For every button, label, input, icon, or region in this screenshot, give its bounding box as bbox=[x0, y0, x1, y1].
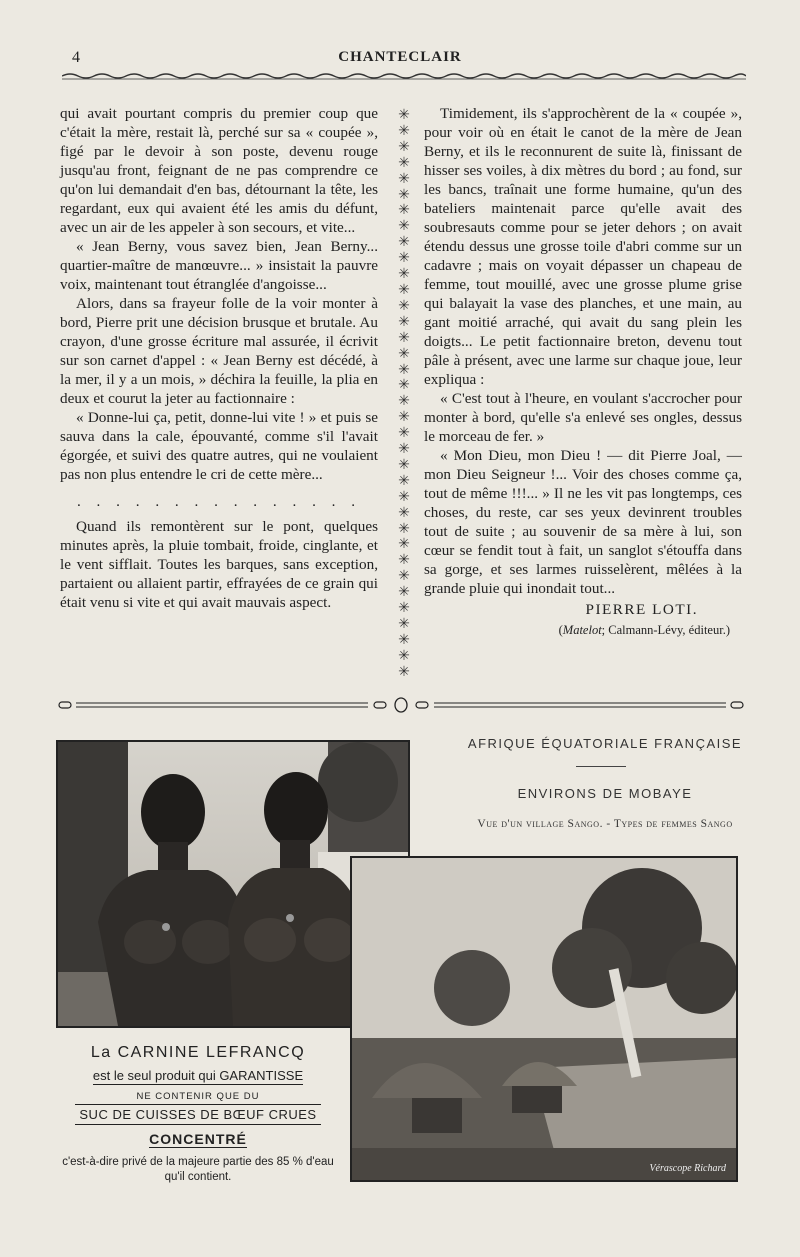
source-citation: (Matelot; Calmann-Lévy, éditeur.) bbox=[558, 623, 730, 637]
paragraph: Quand ils remontèrent sur le pont, quelques minutes après, la pluie tombait, froide, cinglante, et le vent sifflait. Toutes les barques, sans exception, partaient ou allaient partir, effrayées de ce grain qui était venu si vite et qui avait mauvais aspect. bbox=[60, 518, 378, 611]
author-signature: PIERRE LOTI. bbox=[585, 601, 698, 618]
photo-place-caption: ENVIRONS DE MOBAYE bbox=[517, 786, 693, 801]
paragraph: « Jean Berny, vous savez bien, Jean Berny... quartier-maître de manœuvre... » insistait la pauvre voix, maintenant tout étranglée d'angoisse... bbox=[60, 238, 378, 293]
photo-description-caption: Vue d'un village Sango. - Types de femmes Sango bbox=[477, 818, 733, 830]
ad-detail: c'est-à-dire privé de la majeure partie des 85 % d'eau qu'il contient. bbox=[62, 1156, 334, 1183]
photo-credit: Vérascope Richard bbox=[649, 1163, 726, 1174]
paragraph: qui avait pourtant compris du premier coup que c'était la mère, restait là, perché sur sa « coupée », figé par le devoir à son poste, devenu rouge jusqu'au front, feignant de ne pas comprendre ce qu'on lui demandait d'en bas, détournant la tête, les regardant, eux qui avaient été les amis du défunt, avec un air de les appeler à son secours, et vite... bbox=[60, 105, 378, 236]
photo-sango-village bbox=[350, 856, 738, 1182]
header-ornamental-rule bbox=[62, 72, 746, 80]
column-divider-ornament: ✳ ✳ ✳ ✳ ✳ ✳ ✳ ✳ ✳ ✳ ✳ ✳ ✳ ✳ ✳ ✳ ✳ ✳ ✳ ✳ ✳ ✳ ✳ ✳ ✳ ✳ ✳ ✳ ✳ ✳ ✳ ✳ ✳ ✳ ✳ ✳ bbox=[398, 108, 410, 680]
ad-concentre: CONCENTRÉ bbox=[149, 1131, 247, 1147]
ad-headline: La CARNINE LEFRANCQ bbox=[90, 1044, 306, 1061]
source-title: Matelot bbox=[562, 623, 602, 637]
paragraph: « C'est tout à l'heure, en voulant s'accrocher pour monter à bord, qu'elle s'a enlevé ses ongles, dessus le morceau de fer. » bbox=[424, 390, 742, 445]
page-number: 4 bbox=[72, 49, 80, 66]
journal-title: CHANTECLAIR bbox=[338, 49, 462, 65]
carnine-advertisement bbox=[56, 1044, 340, 1185]
ad-claim: est le seul produit qui GARANTISSE bbox=[92, 1068, 304, 1083]
paragraph: Alors, dans sa frayeur folle de la voir monter à bord, Pierre prit une décision brusque et brutale. Au crayon, d'une grosse écriture mal assurée, il écrivit sur son carnet d'appel : « Jean Berny est décédé, à la mer, il y a un mois, » déchira la feuille, la plia en deux et courut la jeter au factionnaire : bbox=[60, 295, 378, 407]
ad-product: SUC DE CUISSES DE BŒUF CRUES bbox=[75, 1104, 320, 1125]
section-divider-rule bbox=[58, 697, 744, 713]
paragraph: « Mon Dieu, mon Dieu ! — dit Pierre Joal, — mon Dieu Seigneur !... Voir des choses comme ça, tout de même !!!... » Il ne les vit pas longtemps, ces choses, du reste, car ses yeux devinrent troubles tout de suite ; au souvenir de sa mère à lui, son cœur se fendit tout à fait, un sanglot s'étouffa dans sa gorge, et ses larmes ruisselèrent, mêlées à la grande pluie qui inondait tout... bbox=[424, 447, 742, 597]
ellipsis-separator: . . . . . . . . . . . . . . . bbox=[76, 493, 362, 510]
caption-rule bbox=[576, 766, 626, 767]
paragraph: Timidement, ils s'approchèrent de la « coupée », pour voir où en était le canot de la mère de Jean Berny, et ils le reconnurent de suite là, finissant de hisser ses voiles, à dix mètres du bord ; au fond, sur les bancs, traînait une forme humaine, qu'un des bateliers maintenait parce qu'elle avait des soubresauts comme pour se jeter dehors ; on avait étendu dessus une grosse toile d'abri comme sur un cadavre ; mais on voyait dépasser un chapeau de femme, tout mouillé, avec une grosse plume grise qui balayait la vase des planches, et une main, au gant moitié arraché, qui avait du sang plein les doigts... Le petit factionnaire breton, devenu tout pâle à présent, avec une larme sur chaque joue, leur expliqua : bbox=[424, 105, 742, 388]
ad-small-note: NE CONTENIR QUE DU bbox=[136, 1091, 260, 1102]
paragraph: « Donne-lui ça, petit, donne-lui vite ! » et puis se sauva dans la cale, épouvanté, comme s'il l'avait égorgée, et suivi des quatre autres, qui ne voulaient pas non plus entendre le cri de cette mère... bbox=[60, 409, 378, 483]
article-right-column bbox=[424, 104, 742, 640]
article-left-column bbox=[60, 104, 378, 612]
photo-region-caption: AFRIQUE ÉQUATORIALE FRANÇAISE bbox=[467, 736, 743, 751]
